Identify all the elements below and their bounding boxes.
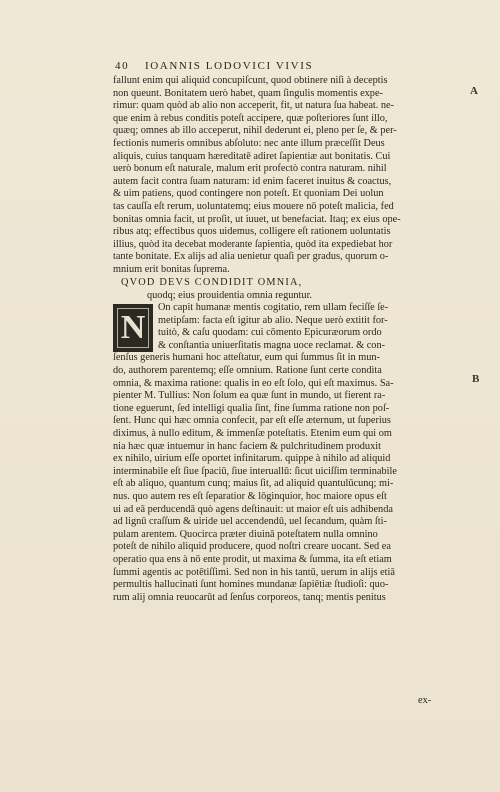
text-line: interminabile eſt ſiue ſpaciū, ſiue interuallū: ſicut uiciſſim terminabile	[113, 465, 397, 477]
text-line: ad lignū craſſum & uiride uel accendendū, uel ſecandum, quàm ſti-	[113, 516, 387, 528]
chapter-title: QVOD DEVS CONDIDIT OMNIA,	[121, 276, 303, 288]
text-line: ſenſus generis humani hoc atteſtatur, eum qui ſummus ſit in mun-	[113, 352, 380, 364]
text-line: do, authorem parentemq; eſſe omnium. Ratione ſunt certe condita	[113, 365, 382, 377]
catchword: ex-	[418, 695, 432, 706]
text-line: nus. quo autem res eſt ſeparatior & lōginquior, hoc maiore opus eſt	[113, 491, 387, 502]
text-line: aliquis, cuius tanquam hæreditatē adiret ſapientiæ aut bonitatis. Cui	[113, 150, 391, 162]
text-line: diximus, à nullo editum, & immenſæ poteſtatis. Etenim eum qui om	[113, 428, 392, 440]
text-line: tas cauſſa eſt rerum, uoluntatemq; eius mouere nō poteſt malicia, fed	[113, 200, 394, 212]
margin-note-b: B	[472, 373, 480, 385]
text-line: non queunt. Bonitatem uerò habet, quam ſingulis momentis expe-	[113, 87, 383, 99]
text-line: ſummi agentis ac potētiſſimi. Sed non in his tantū, uerum in alijs etiā	[113, 566, 395, 578]
initial-letter: N	[120, 309, 146, 347]
text-line: nia hæc quæ intuemur in hanc faciem & pulchritudinem produxit	[113, 440, 381, 452]
text-line: pulam arentem. Quocirca præter diuinā poteſtatem nulla omnino	[113, 528, 378, 540]
text-line: ribus atq; effectibus quos uidemus, colligere eſt rationem uoluntatis	[113, 226, 391, 238]
margin-note-a: A	[470, 85, 478, 97]
text-line: autem facit contra ſuam naturam: id enim faceret inuitus & coactus,	[113, 175, 392, 187]
text-line: quæq; omnes ab illo acceperut, nihil dederunt ei, pleno per ſe, & per-	[113, 125, 397, 137]
text-line: & uim patiens, quod contingere non poteſt. Et quoniam Dei uolun	[113, 188, 384, 200]
text-line: fallunt enim qui aliquid concupiſcunt, quod obtinere niſi à deceptis	[113, 75, 388, 86]
text-line: & conſtantia uniuerſitatis magna uoce reclamat. & con-	[158, 339, 386, 351]
chapter-subtitle: quodq; eius prouidentia omnia reguntur.	[147, 289, 313, 301]
body-text	[113, 75, 458, 604]
text-line: operatio qua ens à nō ente prodit, ut maxima & ſumma, ita eſt etiam	[113, 553, 392, 565]
text-line: uerò bonum eſt naturale, malum erit profectò contra naturam. nihil	[113, 163, 387, 175]
running-title: IOANNIS LODOVICI VIVIS	[145, 60, 314, 72]
text-line: poteſt de nihilo aliquid producere, quod noſtri creare uocant. Sed ea	[113, 541, 391, 553]
text-line: ſent. Hunc qui hæc omnia confecit, par eſt eſſe æternum, ut ſuperius	[113, 415, 391, 427]
text-line: ui ad eā perducendā quò agens deſtinauit: ut maior eſt uis adhibenda	[113, 503, 393, 515]
text-line: tante bonitate. Ex alijs ad alia uenietur quaſi per gradus, quorum o-	[113, 251, 389, 263]
text-line: rimur: quam quòd ab alio non acceperit, fit, ut natura ſua habeat. ne-	[113, 100, 395, 112]
text-line: permultis hallucinati ſunt homines mundanæ ſapiētiæ ſtudioſi: quo-	[113, 579, 389, 591]
text-line: tuitò, & caſu quodam: cui cōmento Epicuræorum ordo	[158, 327, 382, 339]
text-line: metipſam: facta eſt igitur ab alio. Neque uerò extitit for-	[158, 314, 388, 326]
text-line: On capit humanæ mentis cogitatio, rem ullam feciſſe ſe-	[158, 302, 389, 314]
text-line: fectionis numeris omnibus abſoluto: nec ante illum præceſſit Deus	[113, 137, 385, 149]
text-line: pienter M. Tullius: Non ſolum ea quæ ſunt in mundo, ut fierent ra-	[113, 390, 386, 402]
text-line: eſt ab aliquo, quantum cunq; maius ſit, ad aliquid quantulūcunq; mi-	[113, 478, 394, 490]
text-line: bonitas omnia facit, ut proſit, ut iuuet, ut benefaciat. Itaq; ex eius ope-	[113, 213, 401, 225]
text-line: mnium erit bonitas ſuprema.	[113, 263, 230, 275]
paragraph-1	[113, 75, 458, 277]
paragraph-2	[113, 302, 458, 604]
text-line: tione eguerunt, ſed intelligi qualia ſint, fine ſumma ratione non poſ-	[113, 402, 390, 414]
text-line: ex nihilo, uirium eſſe oportet infinitarum. quippe à nihilo ad aliquid	[113, 453, 391, 465]
text-line: rum alij omnia reuocarūt ad ſenſus corporeos, tanq; mentis penitus	[113, 591, 386, 603]
page-header	[115, 60, 415, 74]
text-line: omnia, & maxima ratione: qualis in eo eſt ſolo, qui eſt maximus. Sa-	[113, 377, 394, 389]
page-number: 40	[115, 60, 130, 72]
text-line: illius, quòd ita decebat moderante ſapientia, quòd ita expediebat hor	[113, 238, 393, 250]
decorated-initial	[113, 304, 153, 352]
text-line: que enim à rebus conditis poteſt accipere, quæ poſteriores ſunt illo,	[113, 112, 388, 124]
